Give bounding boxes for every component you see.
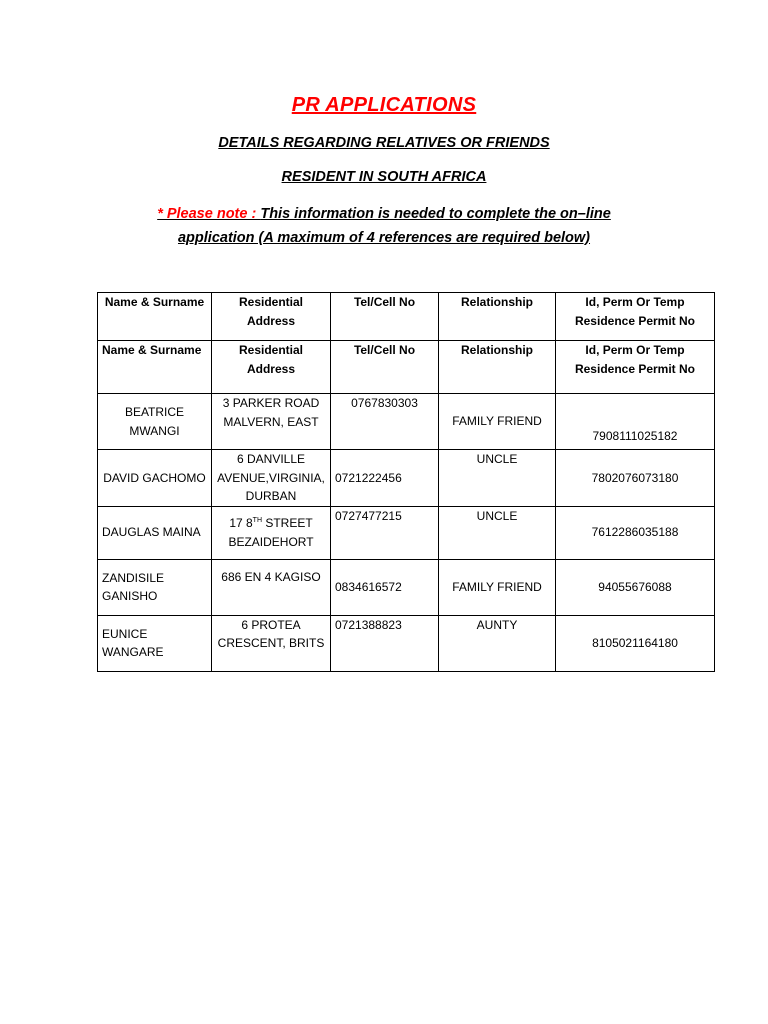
instruction-note xyxy=(0,202,768,250)
cell-tel: 0767830303 xyxy=(331,394,439,450)
table-header-row-repeat xyxy=(98,341,715,394)
cell-name: EUNICE WANGARE xyxy=(98,615,212,671)
document-title: PR APPLICATIONS xyxy=(291,94,477,116)
cell-name: BEATRICE MWANGI xyxy=(98,394,212,450)
cell-relationship: FAMILY FRIEND xyxy=(439,394,556,450)
cell-name: DAVID GACHOMO xyxy=(98,450,212,507)
cell-tel: 0834616572 xyxy=(331,559,439,615)
table-row xyxy=(98,559,715,615)
table-row xyxy=(98,506,715,559)
cell-relationship: UNCLE xyxy=(439,450,556,507)
cell-id: 94055676088 xyxy=(556,559,715,615)
table-row xyxy=(98,615,715,671)
table-row xyxy=(98,394,715,450)
header-tel: Tel/Cell No xyxy=(331,293,439,341)
cell-address: 6 PROTEA CRESCENT, BRITS xyxy=(212,615,331,671)
subtitle-resident: RESIDENT IN SOUTH AFRICA xyxy=(281,169,487,185)
note-line-2: application (A maximum of 4 references are required below) xyxy=(177,230,591,246)
cell-relationship: UNCLE xyxy=(439,506,556,559)
cell-address: 686 EN 4 KAGISO xyxy=(212,559,331,615)
cell-relationship: FAMILY FRIEND xyxy=(439,559,556,615)
cell-address: 17 8TH STREET BEZAIDEHORT xyxy=(212,506,331,559)
note-prefix: * Please note : xyxy=(157,206,261,222)
header-name: Name & Surname xyxy=(98,293,212,341)
cell-relationship: AUNTY xyxy=(439,615,556,671)
table-row xyxy=(98,450,715,507)
header-relationship: Relationship xyxy=(439,341,556,394)
cell-address: 3 PARKER ROAD MALVERN, EAST xyxy=(212,394,331,450)
cell-address: 6 DANVILLE AVENUE,VIRGINIA, DURBAN xyxy=(212,450,331,507)
header-relationship: Relationship xyxy=(439,293,556,341)
header-name: Name & Surname xyxy=(98,341,212,394)
cell-name: DAUGLAS MAINA xyxy=(98,506,212,559)
subtitle-details: DETAILS REGARDING RELATIVES OR FRIENDS xyxy=(218,135,550,151)
table-header-row xyxy=(98,293,715,341)
cell-tel: 0721222456 xyxy=(331,450,439,507)
cell-id: 8105021164180 xyxy=(556,615,715,671)
cell-id: 7612286035188 xyxy=(556,506,715,559)
cell-name: ZANDISILE GANISHO xyxy=(98,559,212,615)
cell-id: 7802076073180 xyxy=(556,450,715,507)
cell-tel: 0727477215 xyxy=(331,506,439,559)
cell-tel: 0721388823 xyxy=(331,615,439,671)
cell-id: 7908111025182 xyxy=(556,394,715,450)
references-table xyxy=(97,292,715,672)
header-address: Residential Address xyxy=(212,293,331,341)
header-id: Id, Perm Or Temp Residence Permit No xyxy=(556,293,715,341)
header-id: Id, Perm Or Temp Residence Permit No xyxy=(556,341,715,394)
header-address: Residential Address xyxy=(212,341,331,394)
note-line-1: This information is needed to complete the on–line xyxy=(260,206,611,222)
header-tel: Tel/Cell No xyxy=(331,341,439,394)
